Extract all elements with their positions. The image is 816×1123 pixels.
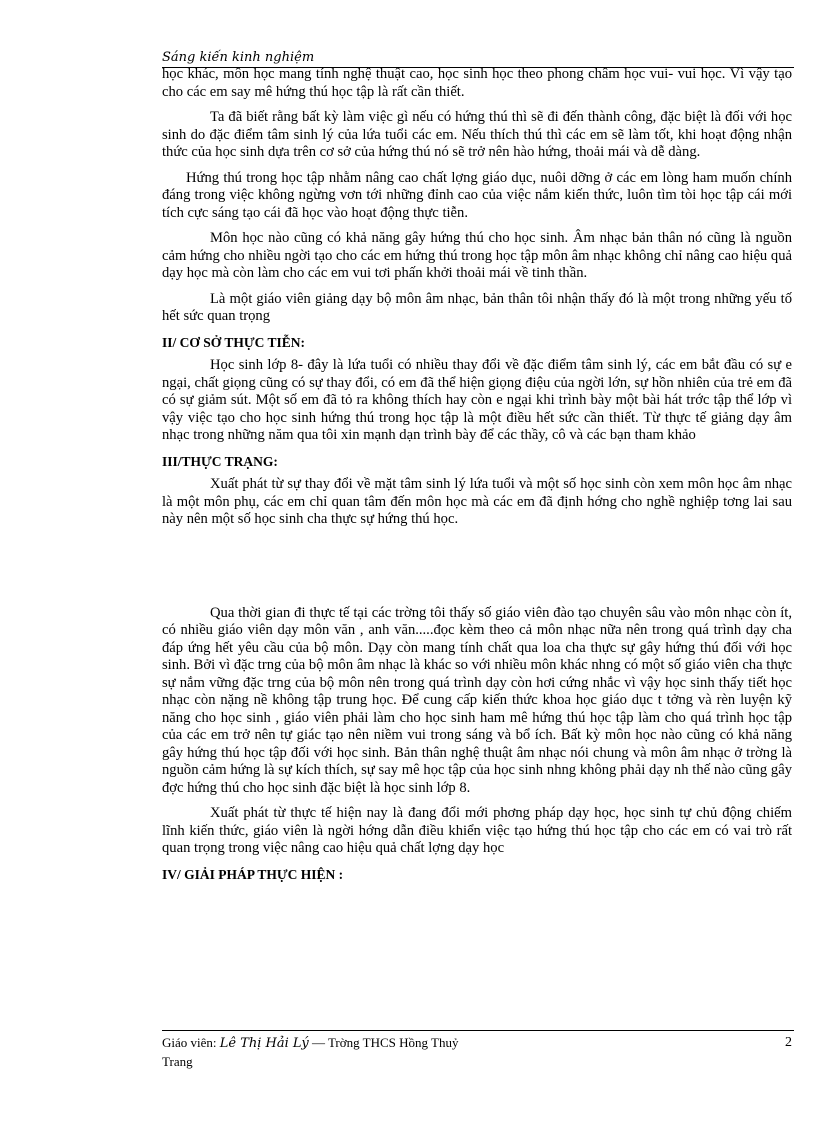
paragraph: Môn học nào cũng có khả năng gây hứng thú cho học sinh. Âm nhạc bản thân nó cũng là nguồn cảm hứng cho nhiều ngời tạo cho các em hứng thú trong học tập môn âm nhạc không chỉ nâng cao hiệu quả dạy học mà còn làm cho các em vui tơi phấn khởi thoải mái về tinh thần.	[162, 230, 792, 281]
footer-teacher-name: Lê Thị Hải Lý	[219, 1036, 309, 1051]
paragraph: Hứng thú trong học tập nhằm nâng cao chất lợng giáo dục, nuôi dỡng ở các em lòng ham muốn chính đáng trong việc không ngừng vơn tới những đỉnh cao của việc nắm kiến thức, luôn tìm tòi học tập cái mới tích cực sáng tạo cái đã học vào hoạt động thực tiễn.	[162, 169, 792, 221]
paragraph: Ta đã biết rằng bất kỳ làm việc gì nếu có hứng thú thì sẽ đi đến thành công, đặc biệt là đối với học sinh do đặc điểm tâm sinh lý của lứa tuổi các em. Nếu thích thú thì các em sẽ làm tốt, khi hoạt động nhận thức của học sinh dựa trên cơ sở của hứng thú nó sẽ trở nên hào hứng, thoải mái và dễ dàng.	[162, 109, 792, 160]
page-number: 2	[785, 1035, 792, 1050]
page-footer	[162, 1034, 794, 1071]
blank-space	[162, 537, 792, 605]
paragraph: Xuất phát từ sự thay đổi về mặt tâm sinh lý lứa tuổi và một số học sinh còn xem môn học âm nhạc là một môn phụ, các em chỉ quan tâm đến môn học mà các em đã định hớng cho nghề nghiệp tơng lai sau này nên một số học sinh cha thực sự hứng thú học.	[162, 476, 792, 527]
paragraph: Là một giáo viên giảng dạy bộ môn âm nhạc, bản thân tôi nhận thấy đó là một trong những yếu tố hết sức quan trọng	[162, 290, 792, 324]
footer-line-2: Trang	[162, 1054, 193, 1069]
paragraph: Qua thời gian đi thực tế tại các trờng tôi thấy số giáo viên đào tạo chuyên sâu vào môn nhạc còn ít, có nhiều giáo viên dạy môn văn , anh văn.....đọc kèm theo cả môn nhạc nữa nên trong quá trình dạy cha đáp ứng hết yêu cầu của bộ môn. Dạy còn mang tính chất qua loa cha thực sự gây hứng thú đối với học sinh. Bởi vì đặc trng của bộ môn âm nhạc là khác so với nhiều môn khác nhng có một số giáo viên cha thực sự nắm vững đặc trng của bộ môn nên trong quá trình dạy còn hơi cứng nhắc vì vậy học sinh thấy tiết học nhạc còn nặng nề không tập trung học. Để cung cấp kiến thức khoa học giáo dục t tởng và rèn luyện kỹ năng cho học sinh , giáo viên phải làm cho học sinh ham mê hứng thú học tập làm cho quá trình học tập của các em trở nên tự giác tạo nên niềm vui trong sáng và bổ ích. Bất kỳ môn học nào cũng có khả năng gây hứng thú học tập đối với học sinh. Bản thân nghệ thuật âm nhạc nói chung và môn âm nhạc ở trờng là nguồn cảm hứng là sự kích thích, sự say mê học tập của học sinh nhng không phải dạy nh thế nào cũng gây đợc hứng thú cho học sinh đặc biệt là học sinh lớp 8.	[162, 604, 792, 796]
footer-school: — Trờng THCS Hồng Thuỷ	[311, 1035, 459, 1050]
section-heading: III/THỰC TRẠNG:	[162, 453, 278, 469]
footer-teacher-label: Giáo viên:	[162, 1035, 217, 1050]
section-heading: II/ CƠ SỞ THỰC TIỄN:	[162, 334, 306, 350]
paragraph: Xuất phát từ thực tế hiện nay là đang đổi mới phơng pháp dạy học, học sinh tự chủ động chiếm lĩnh kiến thức, giáo viên là ngời hớng dẫn điều khiển việc tạo hứng thú học tập cho các em có vai trò rất quan trọng trong việc nâng cao hiệu quả chất lợng dạy học	[162, 805, 792, 856]
section-heading: IV/ GIẢI PHÁP THỰC HIỆN :	[162, 866, 344, 882]
page-body	[162, 66, 792, 889]
footer-divider	[162, 1030, 794, 1031]
page-header: Sáng kiến kinh nghiệm	[162, 50, 315, 65]
paragraph: học khác, môn học mang tính nghệ thuật cao, học sinh học theo phong châm học vui- vui học. Vì vậy tạo cho các em say mê hứng thú học tập là rất cần thiết.	[162, 66, 792, 100]
footer-line	[162, 1034, 794, 1053]
paragraph: Học sinh lớp 8- đây là lứa tuổi có nhiều thay đổi về đặc điểm tâm sinh lý, các em bắt đầu có sự e ngại, chất giọng cũng có sự thay đổi, có em đã thể hiện giọng điệu của ngời lớn, sự hồn nhiên của trẻ em đã có sự giảm sút. Một số em đã tỏ ra không thích hay còn e ngại khi trình bày một bài hát trớc tập thể lớp vì vậy việc tạo cho học sinh hứng thú trong học tập là một điều hết sức cần thiết. Từ thực tế giảng dạy âm nhạc trong những năm qua tôi xin mạnh dạn trình bày để các thầy, cô và các bạn tham khảo	[162, 357, 792, 443]
